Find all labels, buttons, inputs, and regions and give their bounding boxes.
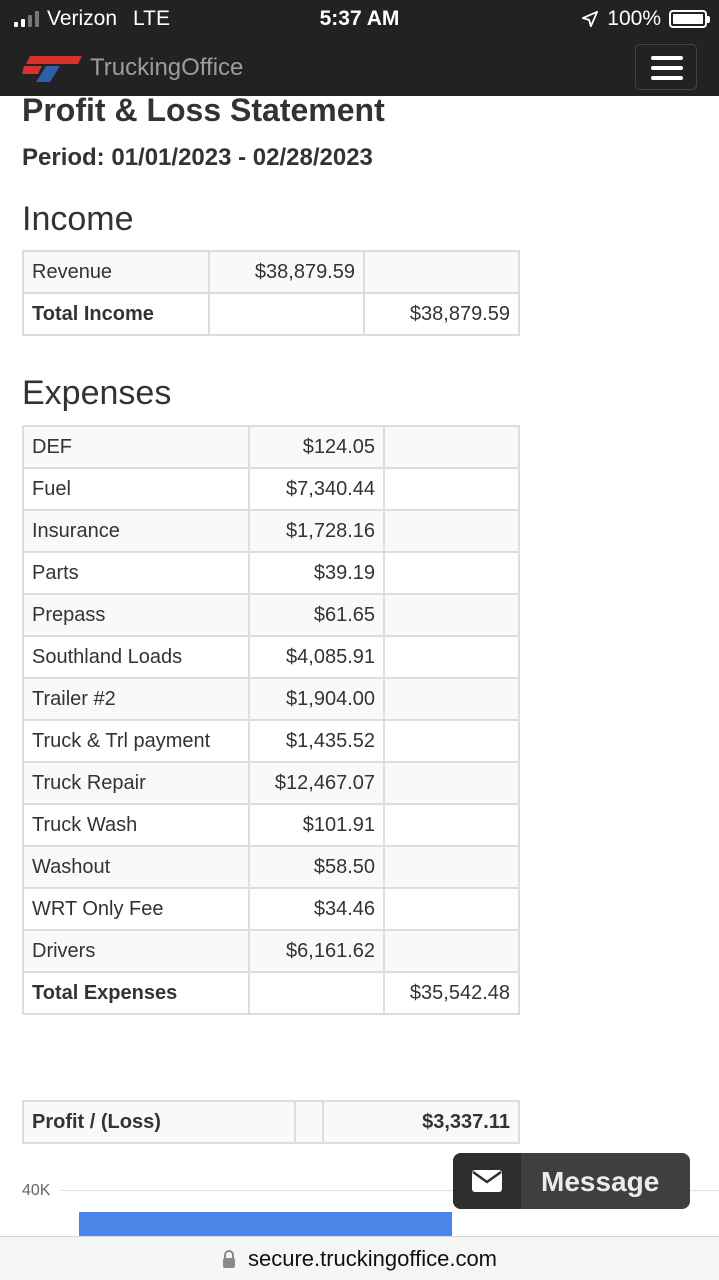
expenses-heading: Expenses: [22, 374, 172, 412]
row-amount: $124.05: [249, 426, 384, 468]
row-amount: $34.46: [249, 888, 384, 930]
row-amount: $101.91: [249, 804, 384, 846]
table-row: [23, 762, 519, 804]
row-label: Fuel: [23, 468, 249, 510]
row-amount: $61.65: [249, 594, 384, 636]
row-total: [384, 888, 519, 930]
row-label: Parts: [23, 552, 249, 594]
row-amount: $6,161.62: [249, 930, 384, 972]
table-row: [23, 510, 519, 552]
table-row: [23, 426, 519, 468]
row-total: [384, 846, 519, 888]
table-row: [23, 251, 519, 293]
table-row: [23, 468, 519, 510]
row-total: [384, 720, 519, 762]
row-total: $35,542.48: [384, 972, 519, 1014]
total-expenses-row: [23, 972, 519, 1014]
row-label: Prepass: [23, 594, 249, 636]
row-label: Total Expenses: [23, 972, 249, 1014]
expenses-table: [22, 425, 520, 1015]
total-income-row: [23, 293, 519, 335]
report-period: Period: 01/01/2023 - 02/28/2023: [22, 144, 373, 171]
row-label: WRT Only Fee: [23, 888, 249, 930]
row-total: [384, 594, 519, 636]
row-label: Southland Loads: [23, 636, 249, 678]
table-row: [23, 804, 519, 846]
row-label: Truck Wash: [23, 804, 249, 846]
row-label: Insurance: [23, 510, 249, 552]
table-row: [23, 888, 519, 930]
row-amount: $4,085.91: [249, 636, 384, 678]
battery-icon: [669, 10, 707, 28]
row-amount: [295, 1101, 323, 1143]
chart-axis-label: 40K: [22, 1182, 51, 1199]
row-total: [384, 552, 519, 594]
profit-loss-table: [22, 1100, 520, 1144]
row-amount: [249, 972, 384, 1014]
carrier-name: Verizon: [47, 7, 118, 30]
income-table: [22, 250, 520, 336]
profit-loss-row: [23, 1101, 519, 1143]
row-total: [384, 426, 519, 468]
status-right: [581, 7, 707, 31]
status-left: [14, 7, 170, 31]
table-row: [23, 720, 519, 762]
status-time: 5:37 AM: [319, 7, 400, 30]
top-navbar: [0, 40, 719, 96]
row-label: Profit / (Loss): [23, 1101, 295, 1143]
row-amount: $12,467.07: [249, 762, 384, 804]
table-row: [23, 552, 519, 594]
row-amount: $38,879.59: [209, 251, 364, 293]
row-label: Drivers: [23, 930, 249, 972]
table-row: [23, 636, 519, 678]
row-total: [364, 251, 519, 293]
row-label: Washout: [23, 846, 249, 888]
row-total: [384, 468, 519, 510]
row-total: [384, 510, 519, 552]
row-label: DEF: [23, 426, 249, 468]
hamburger-menu-button[interactable]: [635, 44, 697, 90]
row-total: $38,879.59: [364, 293, 519, 335]
table-row: [23, 846, 519, 888]
row-total: [384, 762, 519, 804]
row-total: [384, 636, 519, 678]
row-amount: $1,904.00: [249, 678, 384, 720]
table-row: [23, 594, 519, 636]
row-label: Trailer #2: [23, 678, 249, 720]
row-amount: [209, 293, 364, 335]
message-label: Message: [541, 1166, 660, 1197]
url-text: secure.truckingoffice.com: [247, 1245, 498, 1271]
envelope-icon: [471, 1169, 503, 1193]
row-label: Revenue: [23, 251, 209, 293]
row-amount: $39.19: [249, 552, 384, 594]
row-amount: $1,728.16: [249, 510, 384, 552]
row-label: Total Income: [23, 293, 209, 335]
message-button[interactable]: [453, 1153, 690, 1209]
status-bar: [0, 0, 719, 40]
row-total: $3,337.11: [323, 1101, 519, 1143]
row-total: [384, 678, 519, 720]
browser-url-bar[interactable]: [0, 1236, 719, 1280]
envelope-icon-box: [453, 1153, 521, 1209]
row-amount: $58.50: [249, 846, 384, 888]
row-total: [384, 930, 519, 972]
row-label: Truck Repair: [23, 762, 249, 804]
brand-name: TruckingOffice: [90, 54, 244, 81]
truckingoffice-logo: [22, 52, 84, 84]
row-amount: $1,435.52: [249, 720, 384, 762]
location-arrow-icon: [581, 10, 599, 28]
row-total: [384, 804, 519, 846]
brand-link[interactable]: [22, 52, 243, 84]
hamburger-menu-icon: [651, 56, 683, 60]
battery-percent: 100%: [607, 7, 661, 30]
income-heading: Income: [22, 200, 134, 238]
signal-strength-icon: [14, 11, 39, 27]
row-label: Truck & Trl payment: [23, 720, 249, 762]
network-type: LTE: [133, 7, 171, 30]
table-row: [23, 930, 519, 972]
lock-icon: [222, 1250, 236, 1268]
row-amount: $7,340.44: [249, 468, 384, 510]
page-title: Profit & Loss Statement: [22, 92, 385, 128]
table-row: [23, 678, 519, 720]
